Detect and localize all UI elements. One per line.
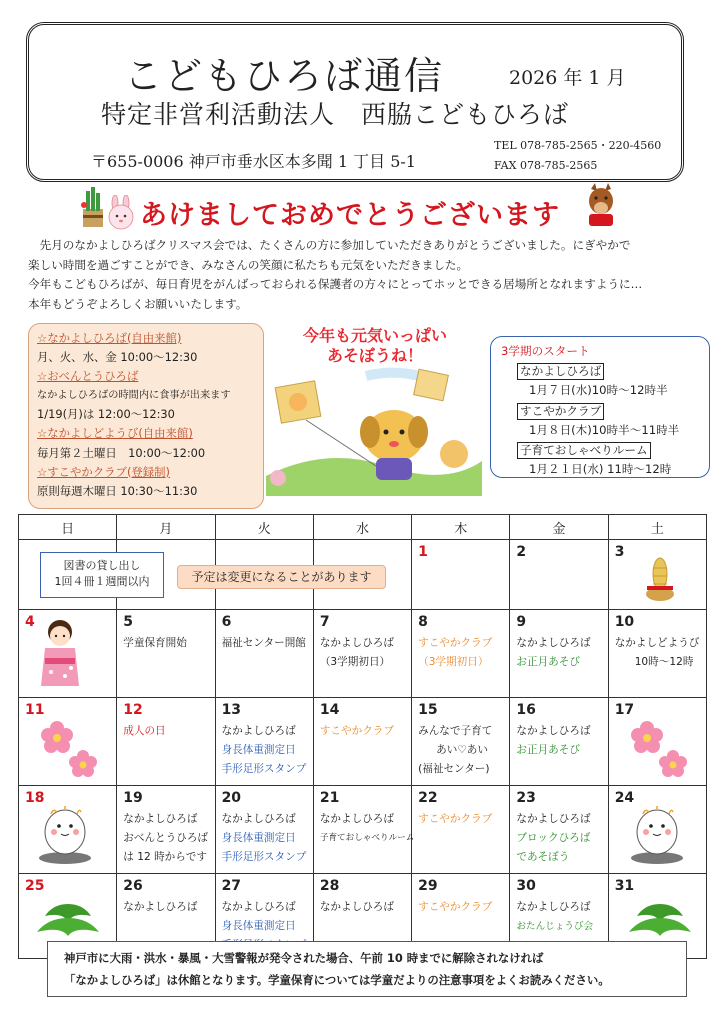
day-number: 9 <box>516 614 527 630</box>
intro-line: 本年もどうぞよろしくお願いいたします。 <box>28 296 248 311</box>
calendar-event: なかよしひろば <box>516 725 591 737</box>
calendar-event: なかよしどようび <box>614 637 700 649</box>
calendar-event: お正月あそび <box>516 656 580 668</box>
calendar-cell <box>510 786 608 874</box>
day-number: 10 <box>614 614 635 630</box>
calendar-event: なかよしひろば <box>221 901 296 913</box>
snowman-icon <box>629 806 685 866</box>
schedule-text: なかよしひろばの時間内に食事が出来ます <box>37 390 231 402</box>
issue-date: 2026 年 1 月 <box>509 67 626 89</box>
calendar-event: なかよしひろば <box>123 901 198 913</box>
day-number: 8 <box>418 614 428 630</box>
term-start-box <box>490 336 710 478</box>
calendar-event: （3学期初日） <box>418 656 489 668</box>
day-number: 3 <box>614 544 625 560</box>
day-number: 19 <box>123 790 143 806</box>
calendar-cell <box>215 786 313 874</box>
calendar-cell <box>19 786 117 874</box>
calendar-cell <box>215 698 313 786</box>
calendar-event: 10時～12時 <box>634 656 694 668</box>
schedule-text: 1/19(月)は 12:00～12:30 <box>37 407 175 422</box>
calendar-cell <box>608 698 706 786</box>
schedule-text: 原則毎週木曜日 10:30～11:30 <box>37 483 198 498</box>
rabbit-icon <box>104 195 138 231</box>
calendar-event: であそぼう <box>516 851 570 863</box>
horse-icon <box>583 183 619 227</box>
weather-notice <box>47 941 687 997</box>
calendar-cell <box>412 786 510 874</box>
calendar-cell <box>313 698 411 786</box>
calendar-cell <box>117 610 215 698</box>
pine-icon <box>625 900 695 940</box>
term-program-time: 1月２１日(水) 11時～12時 <box>529 462 672 477</box>
calendar-event: 手形足形スタンプ <box>221 851 307 863</box>
calendar-cell <box>313 786 415 874</box>
calendar-event: 身長体重測定日 <box>221 744 296 756</box>
calendar-cell <box>117 786 215 874</box>
calendar-event: なかよしひろば <box>319 813 394 825</box>
weekday-fri: 金 <box>510 515 608 540</box>
intro-line: 先月のなかよしひろばクリスマス会では、たくさんの方に参加していただきありがとうございました。にぎやかで <box>28 238 631 252</box>
calendar-event: すこやかクラブ <box>418 637 493 649</box>
calendar-cell <box>510 540 608 610</box>
calendar-event: 身長体重測定日 <box>221 832 296 844</box>
day-number: 30 <box>516 878 536 894</box>
calendar-cell <box>412 610 510 698</box>
term-program-name: 子育ておしゃべりルーム <box>517 442 651 459</box>
schedule-heading: ☆なかよしどようび(自由来館) <box>37 426 193 441</box>
intro-line: 今年もこどもひろばが、毎日育児をがんばっておられる保護者の方々にとってホッとできる居場所となれますように… <box>28 277 643 291</box>
calendar-event: すこやかクラブ <box>319 725 394 737</box>
day-number: 18 <box>25 790 45 806</box>
day-number: 21 <box>319 790 340 806</box>
new-year-greeting: あけましておめでとうございます <box>140 200 560 231</box>
calendar-event: なかよしひろば <box>319 637 394 649</box>
plum-flower-icon <box>39 720 99 778</box>
schedule-heading: ☆おべんとうひろば <box>37 369 139 384</box>
calendar-cell <box>608 786 706 874</box>
day-number: 24 <box>614 790 635 806</box>
calendar-event: なかよしひろば <box>516 813 591 825</box>
snowman-icon <box>37 806 93 866</box>
day-number: 11 <box>25 702 45 718</box>
calendar-event: なかよしひろば <box>319 901 394 913</box>
calendar-week <box>19 786 707 874</box>
calendar-event: なかよしひろば <box>516 901 591 913</box>
day-number: 31 <box>614 878 635 894</box>
header-box <box>26 22 684 182</box>
calendar-event: みんなで子育て <box>418 725 493 737</box>
calendar-cell <box>608 610 706 698</box>
calendar-event: 成人の日 <box>123 725 166 737</box>
calendar-cell <box>19 698 117 786</box>
term-program-name: なかよしひろば <box>517 363 604 380</box>
calendar-event: お正月あそび <box>516 744 580 756</box>
schedule-heading: ☆なかよしひろば(自由来館) <box>37 331 182 345</box>
day-number: 1 <box>418 544 428 560</box>
calendar-cell <box>313 610 411 698</box>
schedule-text: 毎月第２土曜日 10:00～12:00 <box>37 445 206 460</box>
calendar-header-row <box>19 515 707 540</box>
calendar-cell <box>412 698 510 786</box>
calendar-week <box>19 698 707 786</box>
day-number: 29 <box>418 878 438 894</box>
calendar-event: なかよしひろば <box>221 813 296 825</box>
intro-text <box>28 236 700 314</box>
calendar-event: すこやかクラブ <box>418 901 493 913</box>
day-number: 26 <box>123 878 143 894</box>
pine-icon <box>33 900 103 940</box>
notice-line: 「なかよしひろば」は休館となります。学童保育については学童だよりの注意事項をよくお読みください。 <box>64 973 610 987</box>
calendar-event: 身長体重測定日 <box>221 920 296 932</box>
weekday-sat: 土 <box>608 515 706 540</box>
term-program-name: すこやかクラブ <box>517 403 604 420</box>
day-number: 4 <box>25 614 35 630</box>
notice-line: 神戸市に大雨・洪水・暴風・大雪警報が発令された場合、午前 10 時までに解除されなければ <box>64 951 544 965</box>
schedule-text: 月、火、水、金 10:00～12:30 <box>37 350 198 365</box>
day-number: 5 <box>123 614 134 630</box>
library-note-line: 図書の貸し出し <box>63 559 141 572</box>
weekday-thu: 木 <box>412 515 510 540</box>
calendar-event: （3学期初日） <box>319 656 391 668</box>
tel: TEL 078-785-2565・220-4560 <box>494 139 662 152</box>
calendar-event: すこやかクラブ <box>418 813 493 825</box>
term-program-time: 1月８日(木)10時半～11時半 <box>529 422 680 437</box>
calendar-event: ブロックひろば <box>516 832 591 844</box>
schedule-change-note: 予定は変更になることがあります <box>177 565 386 589</box>
calendar-event: 学童保育開始 <box>123 637 187 649</box>
library-note-line: 1回４冊１週間以内 <box>54 575 150 588</box>
calendar-event: は 12 時からです <box>123 851 207 863</box>
calendar-event: 手形足形スタンプ <box>221 763 307 775</box>
calendar-event: おたんじょうび会 <box>516 921 594 932</box>
weekday-sun: 日 <box>19 515 117 540</box>
calendar-event: 子育ておしゃべりルーム <box>319 833 415 843</box>
banner <box>290 326 460 366</box>
calendar-event: あい♡あい <box>436 744 488 756</box>
banner-line: 今年も元気いっぱい <box>302 326 447 345</box>
schedule-info-box <box>28 323 264 509</box>
day-number: 12 <box>123 702 143 718</box>
day-number: 15 <box>418 702 438 718</box>
term-title: 3学期のスタート <box>501 344 590 358</box>
calendar-cell <box>19 610 117 698</box>
day-number: 23 <box>516 790 536 806</box>
schedule-heading: ☆すこやかクラブ(登録制) <box>37 464 171 479</box>
weekday-tue: 火 <box>215 515 313 540</box>
calendar-event: なかよしひろば <box>516 637 591 649</box>
calendar-event: おべんとうひろば <box>123 832 209 844</box>
calendar-cell <box>117 698 215 786</box>
banner-line: あそぼうね！ <box>326 346 423 365</box>
calendar-cell <box>608 540 706 610</box>
calendar-cell <box>215 610 313 698</box>
organization-name: 特定非営利活動法人 西脇こどもひろば <box>101 100 570 129</box>
day-number: 25 <box>25 878 45 894</box>
kite-children-illustration <box>266 366 482 496</box>
day-number: 20 <box>221 790 242 806</box>
day-number: 17 <box>614 702 635 718</box>
library-note <box>40 552 164 598</box>
calendar-event: (福祉センター) <box>418 763 490 775</box>
calendar-week <box>19 610 707 698</box>
newsletter-title: こどもひろば通信 <box>124 54 445 98</box>
day-number: 13 <box>221 702 242 718</box>
weekday-wed: 水 <box>313 515 411 540</box>
calendar-event: なかよしひろば <box>221 725 296 737</box>
term-program-time: 1月７日(水)10時～12時半 <box>529 383 668 398</box>
day-number: 27 <box>221 878 242 894</box>
girl-kimono-icon <box>37 618 83 688</box>
day-number: 14 <box>319 702 340 718</box>
address: 〒655-0006 神戸市垂水区本多聞 1 丁目 5-1 <box>91 152 416 171</box>
calendar-cell <box>510 610 608 698</box>
intro-line: 楽しい時間を過ごすことができ、みなさんの笑顔に私たちも元気をいただきました。 <box>28 257 469 272</box>
day-number: 6 <box>221 614 232 630</box>
calendar-event: なかよしひろば <box>123 813 198 825</box>
day-number: 28 <box>319 878 340 894</box>
day-number: 22 <box>418 790 438 806</box>
weekday-mon: 月 <box>117 515 215 540</box>
day-number: 16 <box>516 702 536 718</box>
kadomatsu-icon <box>643 554 677 602</box>
fax: FAX 078-785-2565 <box>494 159 598 172</box>
calendar-cell <box>412 540 510 610</box>
plum-flower-icon <box>629 720 689 778</box>
day-number: 2 <box>516 544 527 560</box>
day-number: 7 <box>319 614 330 630</box>
calendar-event: 福祉センター開館 <box>221 637 306 649</box>
calendar-cell <box>510 698 608 786</box>
